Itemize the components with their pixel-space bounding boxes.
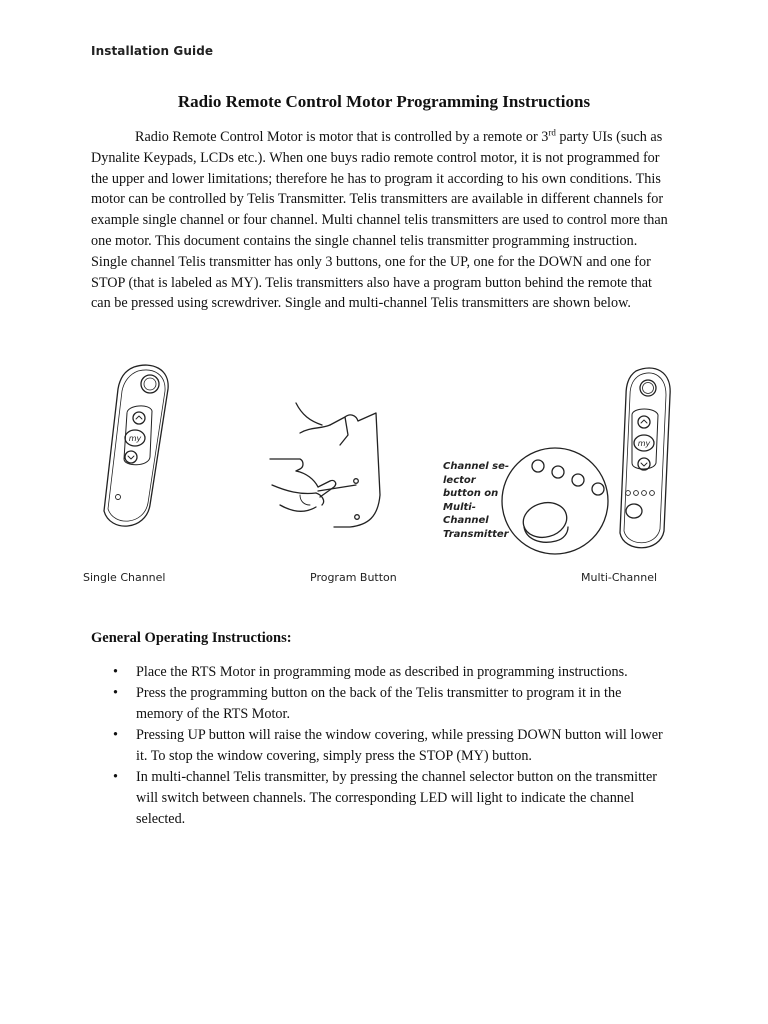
intro-paragraph [91, 127, 669, 314]
caption-multi-channel: Multi-Channel [581, 571, 658, 584]
list-item-text: Press the programming button on the back of the Telis transmitter to program it in the memory of the RTS Motor. [136, 685, 622, 722]
single-channel-remote-illustration [104, 365, 168, 526]
document-title: Radio Remote Control Motor Programming Instructions [177, 92, 591, 111]
intro-text-a: Radio Remote Control Motor is motor that is controlled by a remote or 3 [135, 129, 549, 145]
bullet-marker: • [113, 685, 118, 701]
caption-program-button: Program Button [310, 571, 397, 584]
bullet-marker: • [113, 769, 118, 785]
bullet-marker: • [113, 664, 118, 680]
instruction-list [91, 662, 671, 830]
caption-single-channel: Single Channel [83, 571, 166, 584]
multi-my-label: my [637, 439, 651, 448]
intro-text-b: party UIs (such as Dynalite Keypads, LCDs etc.). When one buys radio remote control motor, it is not programmed for the upper and lower limitations; therefore he has to program it according to his own conditions. This motor can be controlled by Telis Transmitter. Telis transmitters are available in different channels for example single channel or four channel. Multi channel telis transmitters are used to control more than one motor. This document contains the single channel telis transmitter programming instruction. Single channel Telis transmitter has only 3 buttons, one for the UP, one for the DOWN and one for STOP (that is labeled as MY). Telis transmitters also have a program button behind the remote that can be pressed using screwdriver. Single and multi-channel Telis transmitters are shown below. [91, 129, 668, 312]
bullet-marker: • [113, 727, 118, 743]
single-my-label: my [128, 434, 142, 443]
list-item-text: In multi-channel Telis transmitter, by pressing the channel selector button on the transmitter will switch between channels. The corresponding LED will light to indicate the channel selected. [136, 769, 658, 827]
program-button-illustration [270, 403, 380, 527]
list-item [91, 662, 671, 683]
list-item [91, 683, 671, 725]
list-item [91, 725, 671, 767]
section-title: General Operating Instructions: [91, 630, 292, 646]
list-item [91, 767, 671, 830]
intro-superscript: rd [548, 127, 556, 138]
list-item-text: Pressing UP button will raise the window covering, while pressing DOWN button will lower it. To stop the window covering, simply press the STOP (MY) button. [136, 727, 663, 764]
page-header: Installation Guide [91, 44, 214, 58]
channel-selector-callout: Channel se-lector button on Multi-Channel Transmitter [443, 461, 510, 540]
transmitter-illustrations [0, 355, 768, 595]
channel-selector-closeup-illustration [502, 448, 608, 554]
multi-channel-remote-illustration [620, 368, 670, 548]
list-item-text: Place the RTS Motor in programming mode as described in programming instructions. [136, 664, 628, 680]
